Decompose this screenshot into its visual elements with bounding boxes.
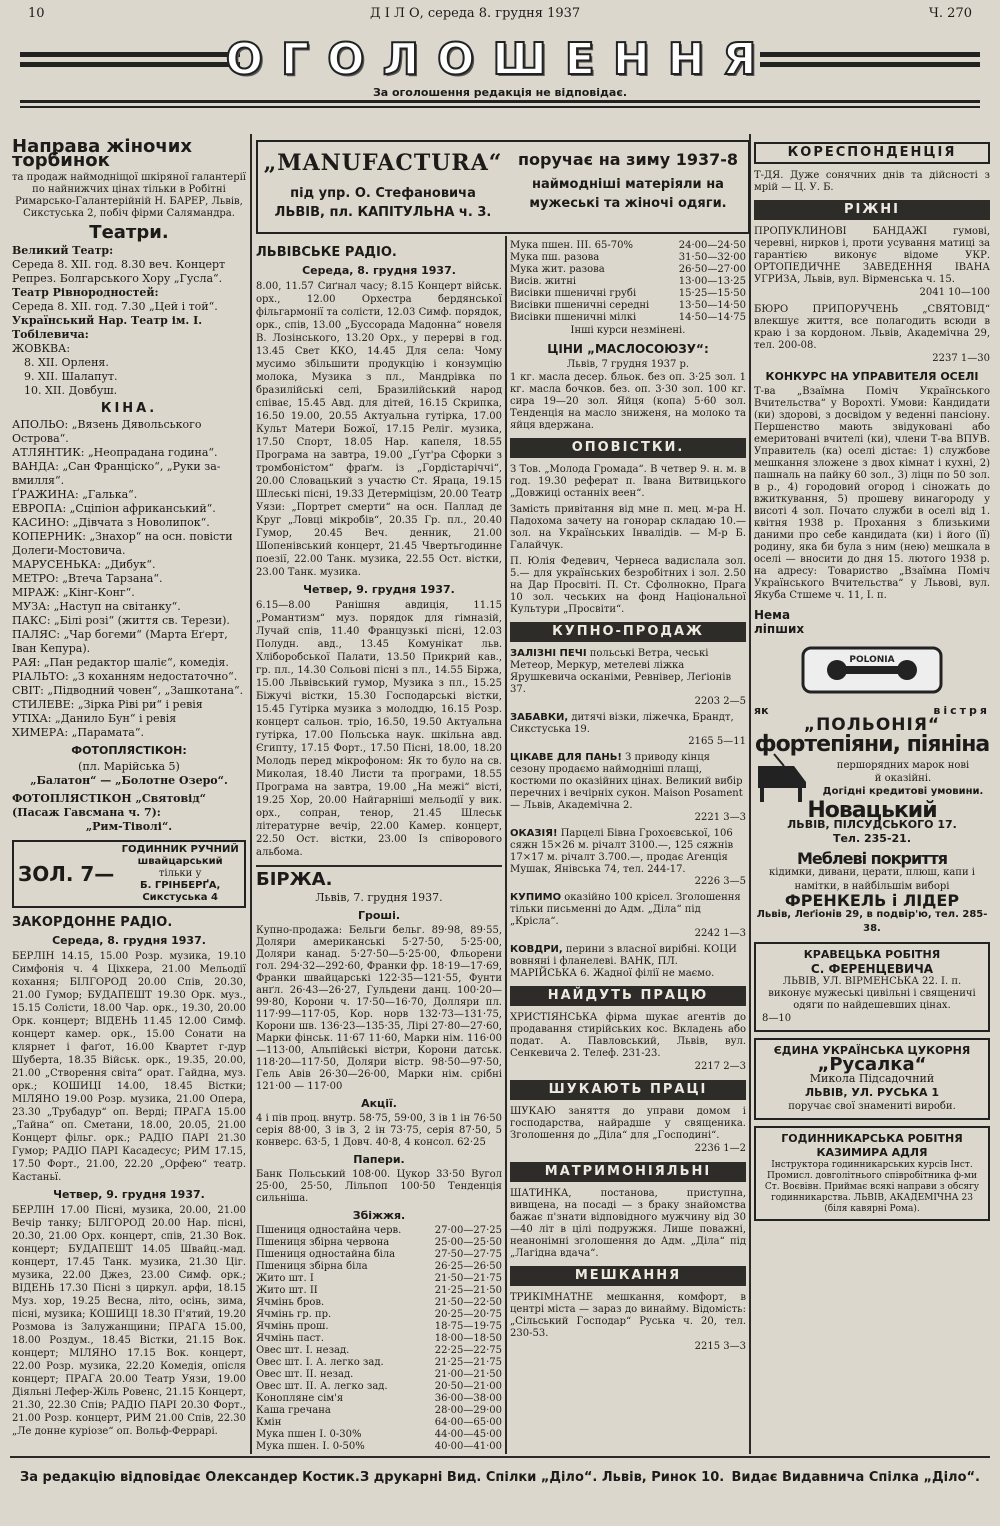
correspondence-box [754, 142, 990, 164]
commodity-name: Висівки пшеничні середні [510, 300, 650, 311]
commodity-name: Пшениця одностайна черв. [256, 1225, 402, 1236]
cinema-item: МЕТРО: „Втеча Тарзана“. [12, 572, 163, 585]
commodity-price: 18·75—19·75 [434, 1321, 502, 1332]
footer-publisher: Видає Видавнича Спілка „Діло“. [731, 1470, 980, 1485]
candy-address: ЛЬВІВ, УЛ. РУСЬКА 1 [804, 1086, 939, 1099]
notice-1: З Тов. „Молода Громада“. В четвер 9. н. м. в год. 19.30 реферат п. Івана Витвицького „Довжиці останніх веен“. [510, 464, 746, 499]
watchmaker-ad [754, 1126, 990, 1221]
footer-editor: За редакцію відповідає Олександер Костик. [20, 1470, 360, 1485]
table-row [510, 240, 746, 252]
masthead-bottom-rule-2 [20, 106, 980, 108]
list-item [510, 944, 746, 980]
cinema-item: КАСИНО: „Дівчата з Новолипок“. [12, 516, 210, 529]
cinema-item: ПАКС: „Білі розі“ (життя св. Терези). [12, 614, 230, 627]
masthead-subtitle: За оголошення редакція не відповідає. [372, 86, 628, 99]
living-num: 2215 3—3 [694, 1341, 746, 1352]
lviv-radio-day2: Четвер, 9. грудня 1937. [303, 583, 455, 596]
cinema-item: СТИЛЕВЕ: „Зірка Ріві ри“ і ревія [12, 698, 203, 711]
table-row [510, 252, 746, 264]
flour-note: Інші курси незмінені. [570, 325, 686, 336]
ad-title: ЦІКАВЕ ДЛЯ ПАНЬ! [510, 752, 622, 763]
manufactura-line2: мужеські та жіночі одяги. [529, 196, 727, 211]
furniture-name: ФРЕНКЕЛЬ і ЛІДЕР [784, 891, 960, 910]
commodity-price: 31·50—32·00 [678, 252, 746, 263]
table-row [256, 1297, 502, 1309]
table-row [256, 1333, 502, 1345]
candy-title: ЄДИНА УКРАЇНСЬКА ЦУКОРНЯ [773, 1044, 971, 1057]
cinema-item: СВІТ: „Підводний човен“, „Зашкотана“. [12, 684, 244, 697]
table-row [256, 1273, 502, 1285]
commodity-price: 18·00—18·50 [434, 1333, 502, 1344]
piano-sub2: й оказійні. [874, 772, 932, 784]
ad-number: 2242 1—3 [694, 928, 746, 939]
ad-text: Парцелі Бівна Грохоєвської, 106 сяжн 15×26 м. річалт 3100.—, 125 сяжнів 17×17 м. річалт 3.700.—, продає Агенція Мушак, Янівська 74, тел. 244-17. [510, 828, 734, 875]
theatre-list [12, 244, 246, 398]
money-title: Гроші. [357, 909, 401, 922]
papers-text: Банк Польський 108·00. Цукор 33·50 Вугол 25·00, 25·50, Лільпоп 100·50 Тенденція сильніша. [256, 1169, 502, 1204]
flour-table [510, 240, 746, 324]
watch-ad-line3: Б. ГРІНБЕРҐА, Сикстуська 4 [139, 880, 221, 903]
notice-3: П. Юлія Федевич, Чернеса вадислала зол. 5.— для українських безробітних і зол. 2.50 на Дар Просвіті. П. Ст. Сфолнокно, Прага 10 зол. чеських на фонд Національної Культури „Просвіти“. [510, 556, 746, 615]
ad-number: 2226 3—5 [694, 876, 746, 887]
foreign-radio-text1: БЕРЛІН 14.15, 15.00 Розр. музика, 19.10 Симфонія ч. 4 Ціхкера, 21.00 Мельодії кохання; БІЛГОРОД 20.00 Спів, 20.30, 21.00 Гумор; БУДАПЕШТ 19.30 Орк. муз., 15.15 Солісти, 18.00 Чар. орк., 19.30, 20.00 Орк. концерт; ВІДЕНЬ 11.45 12.00 Симф. концерт камер. орк., 15.00 Сонати на клярнет і фаґот, 16.00 Квартет г-дур Шуберта, 18.35 Військ. орк., 19.35, 20.00, 21.00 „Створення світа“ орат. Гайдна, муз. орк.; КОШИЦІ 14.00, 18.45 Вістки; МІЛЯНО 19.00 Розр. музика, 21.00 Опера, 23.30 „Трубадур“ оп. Верді; ПРАГА 15.00 „Тайна“ оп. Сметани, 18.00, 20.05, 21.00 Концерт фільг. орк.; РАДІО ПАРІ 21.30 Гумор; РАДІО ПАРІ Касадесус; РИМ 17.15, 17.50 Форт., 21.00, 22.20 „Орфею“ театр. Кастаньї. [12, 951, 246, 1183]
table-row [256, 1441, 502, 1452]
table-row [256, 1405, 502, 1417]
commodity-price: 28·00—29·00 [434, 1405, 502, 1416]
candy-ad [754, 1038, 990, 1120]
watch-ad-price: ЗОЛ. 7— [18, 862, 115, 886]
table-row [256, 1381, 502, 1393]
grain-table [256, 1225, 502, 1452]
table-row [510, 288, 746, 300]
list-item [510, 648, 746, 708]
masthead-title: ОГОЛОШЕННЯ [225, 34, 775, 85]
commodity-name: Висівки пшеничні мілкі [510, 312, 637, 323]
table-row [256, 1225, 502, 1237]
table-row [256, 1321, 502, 1333]
cinema-item: РІАЛЬТО: „З коханням недостаточно“. [12, 670, 238, 683]
furniture-title: Меблеві покриття [796, 849, 948, 868]
cinema-item: КОПЕРНИК: „Знахор“ на осн. повісти Долеги-Мостовича. [12, 530, 233, 557]
commodity-price: 27·50—27·75 [434, 1249, 502, 1260]
polonia-ad [754, 608, 990, 735]
manufactura-ad-right [510, 150, 746, 211]
commodity-name: Ячмінь паст. [256, 1333, 324, 1344]
commodity-name: Ячмінь гр. пр. [256, 1309, 332, 1320]
paper-dateline: Д І Л О, середа 8. грудня 1937 [370, 6, 581, 21]
candy-name: „Русалка“ [817, 1054, 927, 1075]
tailor-ad [754, 942, 990, 1032]
list-item [510, 892, 746, 940]
table-row [256, 1249, 502, 1261]
ad-text: польські Ветра, чеські Метеор, Меркур, метелеві ліжка Ярушкевича осканіми, Ревнівер, Леґіонів 37. [510, 648, 732, 695]
manufactura-ad [256, 140, 750, 234]
commodity-name: Мука пшен. III. 65-70% [510, 240, 633, 251]
commodity-name: Висівки пшеничні грубі [510, 288, 637, 299]
lviv-radio-text1: 8.00, 11.57 Сиґнал часу; 8.15 Концерт військ. орх., 12.00 Орхестра бердянської фільгармонії та солісти, 12.03 Симф. порядок, орк., спів, 13.00 „Буссорада Мадонна“ новеля В. Лозінського, 13.20 Орх., у перерві в год. 13.45 Свет ККО, 14.45 Для села: Чому мусимо збільшити продукцію і конзумцію молока, Музика з пл., Мандрівка по бразилійські селі, Бразилійський народ співає, 15.45 Авд. для дітей, 16.15 Скрипка, 16.50 19.00, 20.55 Актуальна гутірка, 17.00 Культ Матери Божої, 17.15 Реліг. музика, 17.50 Спорт, 18.05 Нар. капеля, 18.55 Програма на завтра, 19.00 „Ґут'ра Сфорки з тромбоністом“ фраґм. із „Гордістаріччі“, 20.00 Словацький з участю Ст. Яраца, 19.15 Шлеські пісні, 19.33 Детерміцізм, 20.00 Театр Уязи: „Портрет смерти“ на осн. Паллад де Круг „Ловці мікробів“, 20.35 Гр. пл., 20.40 Гумор, 20.45 Веч. денник, 21.00 Шопенівський концерт, 21.45 Чвертьгодинне поезії, 22.00 Танк. музика, 22.55 Ост. вістки, 23.00 Танк. музика. [256, 281, 502, 578]
column-2 [256, 240, 502, 1452]
money-text: Купно-продажа: Бельги бельг. 89·98, 89·55, Доляри американські 5·27·50, 5·25·00, Доляри канад. 5·27·50—5·25·00, Фльорени гол. 294·32—292·60, Франки фр. 18·19—17·69, Франки швайцарські 122·35—121·55, Фунти анґл. 26·43—26·27, Гульдени данц. 100·20—99·80, Корони ч. 17·50—16·70, Долляри пл. 117·99—117·05, Кор. норв 132·73—131·75, Корони шв. 136·23—135·35, Лірі 27·80—27·60, Марки фінськ. 11·67 11·60, Марки нім. 116·00—113·00, Альпійські вістри, Корони датськ. 118·20—117·50, Доляри вістр. 98·50—97·50, Гель Авів 26·30—26·00, Марки нім. срібні 121·00 — 117·00 [256, 925, 502, 1092]
table-row [256, 1309, 502, 1321]
commodity-price: 44·00—45·00 [434, 1429, 502, 1440]
piano-icon [754, 752, 810, 804]
commodity-price: 20·25—20·75 [434, 1309, 502, 1320]
table-row [510, 312, 746, 324]
page-number: 10 [28, 6, 45, 21]
cinema-item: ЕВРОПА: „Сціпіон африканський“. [12, 502, 216, 515]
seek-text: ШУКАЮ заняття до управи домом і господарства, найрадше у священика. Зголошення до „Діла“ для „Господині“. [510, 1106, 746, 1141]
watchmaker-text: Інструктора годинникарських курсів Інст. Промисл. довголітнього співробітника ф-ми Ст. Воєвівн. Приймає всякі направи з обсягу годинникарства. ЛЬВІВ, АКАДЕМІЧНА 23 (біля кавярні Рома). [764, 1160, 980, 1214]
watch-ad [12, 840, 246, 908]
table-row [256, 1393, 502, 1405]
theatre-item: Середа 8. XII. год. 8.30 веч. Концерт Репрез. Болгарського Хору „Гусла“. [12, 258, 226, 285]
table-row [256, 1345, 502, 1357]
cinema-item: АПОЛЬО: „Вязень Дявольського Острова“. [12, 418, 202, 445]
manufactura-address: ЛЬВІВ, пл. КАПІТУЛЬНА ч. 3. [274, 205, 492, 220]
table-row [510, 276, 746, 288]
commodity-price: 26·50—27·00 [678, 264, 746, 275]
table-row [256, 1285, 502, 1297]
list-item [510, 712, 746, 748]
notices-banner: ОПОВІСТКИ. [510, 438, 746, 458]
piano-sub3: Догідні кредитові умовини. [822, 785, 984, 797]
ad-title: ЗАБАВКИ, [510, 712, 569, 723]
tailor-title: КРАВЕЦЬКА РОБІТНЯ [803, 948, 941, 961]
lviv-radio-day1: Середа, 8. грудня 1937. [302, 264, 456, 277]
theatre-item: 10. XII. Довбуш. [24, 384, 118, 397]
work-banner: НАЙДУТЬ ПРАЦЮ [510, 986, 746, 1006]
ad-number: 2221 3—3 [694, 812, 746, 823]
section-rule [256, 865, 502, 867]
papers-title: Папери. [353, 1153, 405, 1166]
notice-2: Замість привітання від мне п. мец. м-ра Н. Падохома зачету на гонорар складаю 10.— зол. на Українських Інвалідів. — М-р Б. Галайчук. [510, 504, 746, 551]
tailor-name: С. ФЕРЕНЦЕВИЧА [810, 962, 934, 976]
commodity-name: Мука пшен. І. 0-50% [256, 1441, 365, 1452]
grain-title: Збіжжя. [352, 1209, 406, 1222]
commodity-price: 24·00—24·50 [678, 240, 746, 251]
cinema-item: ПАЛЯС: „Чар богеми“ (Марта Еґерт, Іван Кепура). [12, 628, 228, 655]
furniture-address: Львів, Леґіонів 29, в подвір'ю, тел. 285-38. [756, 909, 988, 934]
polonia-name: „ПОЛЬОНІЯ“ [803, 715, 941, 735]
column-divider-3 [749, 134, 751, 1454]
watch-ad-line1: ГОДИННИК РУЧНИЙ швайцарський [121, 844, 239, 867]
commodity-name: Мука пш. разова [510, 252, 600, 263]
page-header [20, 6, 980, 26]
commodity-price: 22·25—22·75 [434, 1345, 502, 1356]
contest-title: КОНКУРС НА УПРАВИТЕЛЯ ОСЕЛІ [765, 370, 979, 383]
foreign-radio-day2: Четвер, 9. грудня 1937. [53, 1188, 205, 1201]
commodity-price: 14·50—14·75 [678, 312, 746, 323]
fotoplastikon-1-line: (пл. Марійська 5) [78, 760, 180, 773]
commodity-name: Овес шт. II. незад. [256, 1369, 354, 1380]
commodity-price: 26·25—26·50 [434, 1261, 502, 1272]
fotoplastikon-1-line: „Балатон“ — „Болотне Озеро“. [30, 774, 228, 787]
work-num: 2217 2—3 [694, 1061, 746, 1072]
foreign-radio-text2: БЕРЛІН 17.00 Пісні, музика, 20.00, 21.00 Вечір танку; БІЛГОРОД 20.00 Нар. пісні, 20.30, 21.00 Орх. концерт, спів, 21.30 Вок. концерт; БУДАПЕШТ 14.05 Швайц.-мад. концерт, 17.45 Танк. музика, 21.30 Ціг. музика, 22.00 Джез, 23.00 Симф. орк.; ВІДЕНЬ 17.30 Пісні з циркул. арфи, 18.15 Муз. хор, 19.25 Весна, літо, осінь, зима, пісні, музика; КОШИЦІ 18.30 П'ятий, 19.20 Розмова із Залужанщини; ПРАГА 15.00, 18.00 Роздум., 18.45 Вістки, 21.15 Вок. концерт; МІЛЯНО 17.15 Вок. концерт, 22.00 Розр. музика, 22.20 Комедія, опісля концерт; ПРАГА 20.00 Театр Уязи, 19.00 Діяльні Лефер-Жіль Ровенс, 21.15 Концерт, 21.30, 22.30 Спів; РАДІО ПАРІ 20.30 Форт., 21.00 Розр. концерт, РИМ 21.00 Спів, 22.30 „Ле донне куріозе“ оп. Вольф-Феррарі. [12, 1205, 246, 1437]
commodity-price: 20·50—21·00 [434, 1381, 502, 1392]
cinema-item: ХИМЕРА: „Парамата“. [12, 726, 144, 739]
ad-title: ЗАЛІЗНІ ПЕЧІ [510, 648, 587, 659]
misc-banner: РІЖНІ [754, 200, 990, 220]
piano-address: ЛЬВІВ, ПІЛСУДСЬКОГО 17. [787, 818, 957, 831]
commodity-price: 13·50—14·50 [678, 300, 746, 311]
commodity-name: Жито шт. II [256, 1285, 318, 1296]
candy-text: поручає свої знамениті вироби. [788, 1101, 956, 1112]
handbag-ad-text: та продаж наймодніщої шкіряної галантерії по найнижчих цінах тільки в Робітні Римарсько-Галантерійній Н. БАРЕР, Львів, Сикстуська 2, побіч фірми Салямандра. [12, 172, 246, 219]
table-row [256, 1429, 502, 1441]
furniture-text: кідимки, дивани, церати, плюш, капи і намітки, в найбільшім виборі [769, 867, 975, 892]
table-row [510, 264, 746, 276]
list-item [510, 752, 746, 824]
footer-printer: З друкарні Вид. Спілки „Діло“. Львів, Ринок 10. [360, 1470, 725, 1485]
fotoplastikon-1-title: ФОТОПЛЯСТІКОН: [71, 744, 187, 757]
table-row [256, 1369, 502, 1381]
piano-sub1: першорядних марок нові [836, 759, 970, 771]
seek-banner: ШУКАЮТЬ ПРАЦІ [510, 1080, 746, 1100]
commodity-name: Ячмінь бров. [256, 1297, 325, 1308]
column-1 [12, 134, 246, 1452]
manufactura-slogan: поручає на зиму 1937-8 [517, 150, 739, 169]
column-divider-1 [250, 134, 252, 1454]
issue-number: Ч. 270 [928, 6, 972, 21]
masthead [0, 30, 1000, 120]
theatre-item: Середа 8. XII. год. 7.30 „Цей і той“. [12, 300, 218, 313]
cinema-item: МІРАЖ: „Кінг-Конг“. [12, 586, 135, 599]
commodity-name: Пшениця збірна біла [256, 1261, 368, 1272]
commodity-name: Ячмінь прош. [256, 1321, 329, 1332]
living-banner: МЕШКАННЯ [510, 1266, 746, 1286]
piano-ad [754, 732, 990, 846]
commodity-price: 21·50—22·50 [434, 1297, 502, 1308]
theatre-item: Український Нар. Театр ім. І. Тобілевича: [12, 314, 203, 341]
masthead-bottom-rule [20, 100, 980, 103]
bourse-place: Львів, 7. грудня 1937. [315, 891, 443, 904]
work-text: ХРИСТІЯНСЬКА фірма шукає агентів до продавання стирійських кос. Вкладень або подат. А. Павловський, Львів, вул. Сенкевича 2. Телеф. 231-23. [510, 1012, 746, 1059]
bourse-title: БІРЖА. [256, 869, 333, 890]
table-row [256, 1417, 502, 1429]
piano-body [754, 752, 990, 804]
watch-ad-line2: тільки у [158, 868, 202, 879]
piano-title: фортепіяни, піяніна [754, 732, 990, 757]
polonia-blade-text: POLONIA [849, 655, 895, 665]
seek-num: 2236 1—2 [694, 1143, 746, 1154]
maslo-title: ЦІНИ „МАСЛОСОЮЗУ“: [547, 342, 709, 356]
cinema-item: РАЯ: „Пан редактор шаліє“, комедія. [12, 656, 229, 669]
list-item [510, 828, 746, 888]
manufactura-ad-left [258, 150, 508, 220]
matrimonial-text: ШАТИНКА, постанова, приступна, вивщена, на посаді — з браку знайомства бажає п'знати відповідного мужчину від 30—40 літ в цілі подружжя. Лише поважні, неанонімні зголошення до Адм. „Діла“ під „Лагідна вдача“. [510, 1188, 746, 1259]
cinema-item: МАРУСЕНЬКА: „Дибук“. [12, 558, 156, 571]
furniture-ad [754, 849, 990, 936]
cinema-item: МУЗА: „Наступ на світанку“. [12, 600, 181, 613]
column-4 [754, 134, 990, 1452]
footer [20, 1462, 980, 1492]
ad-text: оказійно 100 крісел. Зголошення тільки письменні до Адм. „Діла“ під „Крісла“. [510, 892, 741, 927]
watchmaker-name: КАЗИМИРА АДЛЯ [816, 1146, 928, 1159]
ad-text: дитячі візки, ліжечка, Брандт, Сикстуська 19. [510, 712, 734, 735]
watch-ad-text [120, 844, 240, 904]
ad-number: 2203 2—5 [694, 696, 746, 707]
manufactura-line1: наймодніші матеріяли на [532, 177, 724, 192]
ad-title: КОВДРИ, [510, 944, 563, 955]
commodity-price: 40·00—41·00 [434, 1441, 502, 1452]
fotoplastikon-2-title: ФОТОПЛЯСТІКОН „Святовід“ (Пасаж Гавсмана ч. 7): [12, 792, 206, 819]
piano-tel: Тел. 235-21. [832, 832, 912, 845]
footer-rule [10, 1456, 990, 1458]
polonia-wind: вістря [933, 704, 990, 717]
misc-num: 2041 10—100 [919, 287, 990, 298]
table-row [256, 1357, 502, 1369]
commodity-name: Мука жит. разова [510, 264, 605, 275]
commodity-name: Мука пшен І. 0-30% [256, 1429, 362, 1440]
piano-text [816, 759, 990, 798]
column-3 [510, 240, 746, 1452]
table-row [256, 1237, 502, 1249]
bureau-text: БЮРО ПРИПОРУЧЕНЬ „СВЯТОВІД“ влекшує життя, все полагодить всюди в краю і за кордоном. Львів, Академічна 29, тел. 200-08. [754, 304, 990, 351]
commodity-name: Жито шт. І [256, 1273, 314, 1284]
razor-blade-icon [797, 640, 947, 700]
watchmaker-title: ГОДИННИКАРСЬКА РОБІТНЯ [781, 1132, 963, 1145]
commodity-name: Пшениця збірна червона [256, 1237, 390, 1248]
commodity-price: 21·50—21·75 [434, 1273, 502, 1284]
commodity-price: 21·25—21·75 [434, 1357, 502, 1368]
commodity-price: 64·00—65·00 [434, 1417, 502, 1428]
ad-title: КУПИМО [510, 892, 562, 903]
table-row [510, 300, 746, 312]
foreign-radio-day1: Середа, 8. грудня 1937. [52, 934, 206, 947]
cinema-item: ҐРАЖИНА: „Галька“. [12, 488, 138, 501]
cinema-item: АТЛЯНТИК: „Неопрадана година“. [12, 446, 218, 459]
commodity-name: Каша гречана [256, 1405, 331, 1416]
ad-number: 2165 5—11 [688, 736, 746, 747]
handbag-ad-title: Направа жіночих торбинок [12, 136, 192, 171]
commodity-name: Овес шт. І. А. легко зад. [256, 1357, 384, 1368]
cinema-item: ВАНДА: „Сан Франціско“, „Руки за-вмилля“. [12, 460, 221, 487]
commodity-name: Овес шт. І. незад. [256, 1345, 350, 1356]
foreign-radio-title: ЗАКОРДОННЕ РАДІО. [12, 915, 173, 930]
commodity-price: 13·00—13·25 [678, 276, 746, 287]
theatre-item: ЖОВКВА: [12, 342, 71, 355]
polonia-top: Нема ліпших [754, 608, 805, 636]
fotoplastikon-2-line: „Рим-Тіволі“. [85, 820, 173, 833]
lviv-radio-title: ЛЬВІВСЬКЕ РАДІО. [256, 245, 397, 260]
correspondence-text: Т-ДЯ. Дуже сонячних днів та дійсності з мрій — Ц. У. Б. [754, 170, 990, 193]
commodity-price: 21·25—21·50 [434, 1285, 502, 1296]
manufactura-manager: під упр. О. Стефановича [290, 186, 476, 201]
piano-name: Новацький [807, 798, 937, 823]
commodity-name: Кмін [256, 1417, 282, 1428]
commodity-name: Висів. житні [510, 276, 577, 287]
commodity-price: 27·00—27·25 [434, 1225, 502, 1236]
commodity-name: Конопляне сім'я [256, 1393, 344, 1404]
cinema-title: КІНА. [100, 401, 158, 416]
ad-title: ОКАЗІЯ! [510, 828, 558, 839]
theatre-title: Театри. [89, 222, 169, 243]
correspondence-banner: КОРЕСПОНДЕНЦІЯ [787, 145, 957, 160]
shares-title: Акції. [361, 1097, 397, 1110]
cinema-list [12, 418, 246, 740]
commodity-name: Пшениця одностайна біла [256, 1249, 396, 1260]
classified-list [510, 648, 746, 980]
matrimonial-banner: МАТРИМОНІЯЛЬНІ [510, 1162, 746, 1182]
polonia-like: як [754, 704, 769, 717]
theatre-item: Великий Театр: [12, 244, 114, 257]
tailor-num: 8—10 [762, 1013, 792, 1024]
ad-text: перини з власної вирібні. КОЦИ вовняні і фланелеві. ВАНК, ПЛ. МАРІЙСЬКА 6. Жадної філії не маємо. [510, 944, 737, 979]
column-divider-2 [505, 236, 507, 1454]
maslo-place: Львів, 7 грудня 1937 р. [566, 359, 690, 370]
shares-text: 4 і пів проц. внутр. 58·75, 59·00, 3 ів 1 ін 76·50 серія 88·00, 3 ів 3, 2 ін 73·75, серія 87·50, 5 конверс. 63·5, 1 Довч. 40·8, 4 консол. 62·25 [256, 1113, 502, 1148]
theatre-item: 9. XII. Шалапут. [24, 370, 118, 383]
lviv-radio-text2: 6.15—8.00 Ранішня авдиція, 11.15 „Романтизм“ муз. порядок для гімназій, Лучай спів, 11.40 Французькі пісні, 12.03 Полудн. авд., 13.45 Комунікат льв. Хліборобської Палати, 13.50 Прикрий кав., гр. пл., 14.30 Сольові пісні з пл., 14.55 Біржа, 15.00 Львівський гумор, Музика з пл., 15.25 Біжучі вістки, 15.30 Господарські вістки, 15.45 Гутірка музика з молоддю, 16.15 Розр. концерт сальон. тріо, 16.50, 19.50 Актуальна гутірка, 17.00 Польська наук. шкільна авд. Єгипту, 17.15 Форт., 17.50 Пісні, 18.00, 18.20 Молодь перед мікрофоном: Як то було на св. Миколая, 18.40 Листи та програми, 18.55 Програма на завтра, 19.00 „На межі“ вісті, 19.25 Хор, 20.00 Найгарніші мельодії у вик. орх., сопран, тенор, 21.45 Шлеськ літературне вечір, 22.00 Камер. концерт, 22.50 Ост. вістки, 23.00 Із співорового альбома. [256, 600, 502, 858]
theatre-item: 8. XII. Орленя. [24, 356, 109, 369]
candy-owner: Микола Підсадочний [809, 1072, 935, 1085]
table-row [256, 1261, 502, 1273]
commodity-price: 15·25—15·50 [678, 288, 746, 299]
commodity-price: 21·00—21·50 [434, 1369, 502, 1380]
tailor-text: ЛЬВІВ, УЛ. ВІРМЕНСЬКА 22. І. п. виконує мужеські цивільні і священичі одяги по найдешевших цінах. [768, 976, 976, 1011]
theatre-item: Театр Рівнородностей: [12, 286, 159, 299]
maslo-text: 1 кг. масла десер. бльок. без оп. 3·25 зол. 1 кг. масла бочков. без. оп. 3·30 зол. 100 кг. сира 19—20 зол. Яйця (копа) 5·60 зол. Тенденція на масло зниженя, на молоко та яйця вдержана. [510, 372, 746, 431]
ad-text: З приводу кінця сезону продаємо наймодніші плащі, костюми по оказійних цінах. Великий вибір перечних і вечірніх сукон. Maison Posament — Львів, Академічна 2. [510, 752, 743, 811]
commodity-price: 36·00—38·00 [434, 1393, 502, 1404]
commodity-name: Овес шт. II. А. легко зад. [256, 1381, 388, 1392]
living-text: ТРИКІМНАТНЕ мешкання, комфорт, в центрі міста — зараз до винайму. Відомість: „Сільський Господар“ Руська ч. 20, тел. 230-53. [510, 1292, 746, 1339]
cinema-item: УТІХА: „Данило Бун“ і ревія [12, 712, 177, 725]
bureau-num: 2237 1—30 [932, 353, 990, 364]
manufactura-title: „MANUFACTURA“ [263, 150, 503, 176]
buy-sell-banner: КУПНО-ПРОДАЖ [510, 622, 746, 642]
commodity-price: 25·00—25·50 [434, 1237, 502, 1248]
contest-text: Т-ва „Взаїмна Поміч Українського Вчительства“ у Ворохті. Умови: Кандидати (ки) здорові, з досвідом у веденні пансіону. Першенство мають звідуковані або емеритовані вчителі (ки), члени Т-ва ВПУВ. Управитель (ка) оселі дістає: 1) службове мешкання зложене з двох кімнат і кухні, 2) пашналь на пайку 60 зол., 3) ліцн по 50 зол. в р., 4) городовий огород і сіножать до вжиткування, 5) прошеву винагороду у висоті 4 зол. Почато служби в оселі від 1. квітня 1938 р. Прохання з близькими даними про себе кандидата (ки) і його (її) родину, яка би була з ним (нею) мешкала в оселі — вносити до дня 15. лютого 1938 р. на адресу: Товариство „Взаїмна Поміч Українського Вчительства“ у Львові, вул. Якуба Стшеме ч. 11, І. п. [754, 386, 990, 601]
misc-text: ПРОПУКЛИНОВІ БАНДАЖІ гумові, черевні, нирков і, проти усування матиці за гарантією виконує відоме УКР. ОРТОПЕДИЧНЕ ЗАВЕДЕННЯ ІВАНА УГРИЗА, Львів, вул. Вірменська ч. 15. [754, 226, 990, 285]
